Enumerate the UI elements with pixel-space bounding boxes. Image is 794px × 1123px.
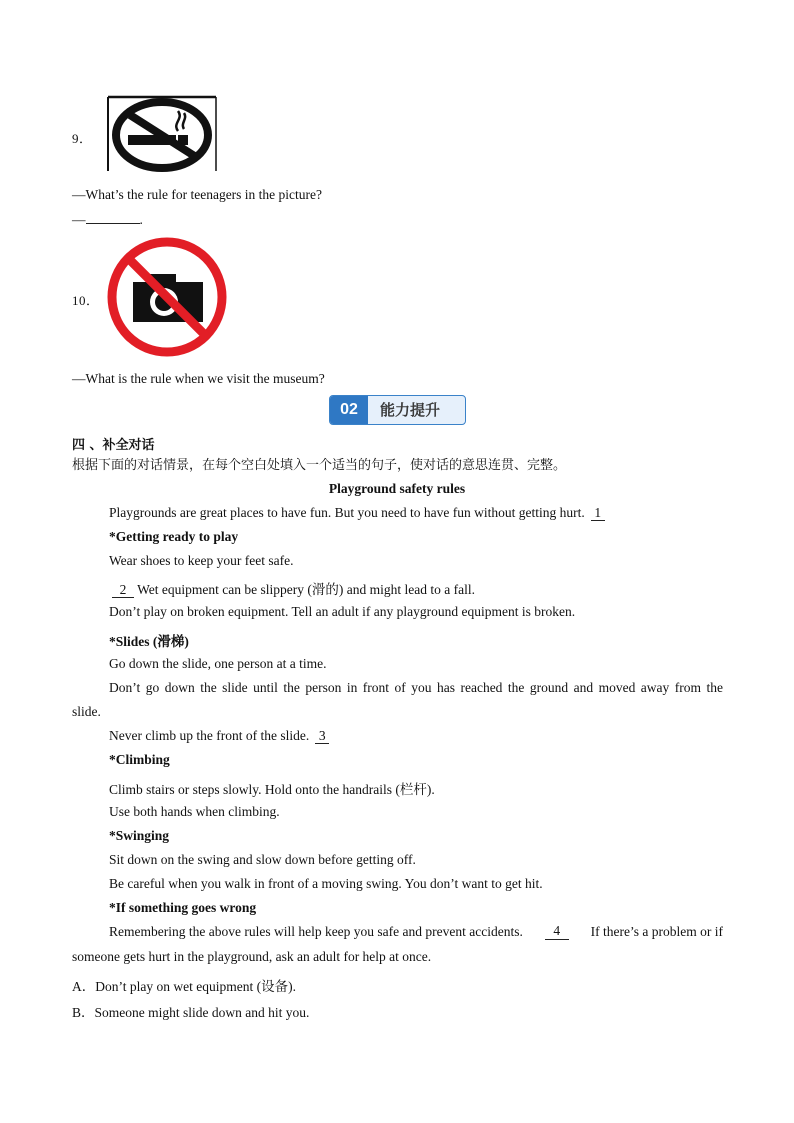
badge-title: 能力提升 — [380, 401, 441, 419]
line-wear-shoes: Wear shoes to keep your feet safe. — [109, 553, 294, 568]
line-slide-3 — [109, 728, 329, 744]
no-smoking-icon — [106, 95, 218, 173]
line-wrong-1 — [109, 924, 723, 940]
line-wet-equipment — [109, 578, 475, 598]
option-a-letter: A． — [72, 979, 96, 994]
heading-climbing: *Climbing — [109, 752, 170, 767]
section-instruction: 根据下面的对话情景，在每个空白处填入一个适当的句子，使对话的意思连贯、完整。 — [72, 458, 567, 473]
no-photography-icon — [106, 236, 228, 358]
answer-blank[interactable] — [86, 223, 140, 224]
line-swing-2: Be careful when you walk in front of a moving swing. You don’t want to get hit. — [109, 876, 543, 891]
blank-1[interactable]: 1 — [591, 506, 605, 521]
blank-3[interactable]: 3 — [315, 729, 329, 744]
question-9-prompt: —What’s the rule for teenagers in the picture? — [72, 187, 323, 202]
line-swing-1: Sit down on the swing and slow down before getting off. — [109, 852, 416, 867]
option-a-text: Don’t play on wet equipment (设备). — [95, 979, 296, 994]
answer-dash: — — [72, 212, 86, 227]
question-10-prompt: —What is the rule when we visit the museum? — [72, 371, 325, 386]
heading-swinging: *Swinging — [109, 828, 170, 843]
line-climb-1: Climb stairs or steps slowly. Hold onto the handrails (栏杆). — [109, 782, 435, 797]
question-10-number: 10． — [72, 293, 100, 308]
line-climb-2: Use both hands when climbing. — [109, 804, 280, 819]
section-heading: 四 、补全对话 — [72, 438, 155, 453]
line-broken-equipment: Don’t play on broken equipment. Tell an adult if any playground equipment is broken. — [109, 604, 576, 619]
heading-something-wrong: *If something goes wrong — [109, 900, 257, 915]
blank-4[interactable]: 4 — [545, 924, 569, 940]
line-wrong-2: someone gets hurt in the playground, ask an adult for help at once. — [72, 949, 432, 964]
heading-getting-ready: *Getting ready to play — [109, 529, 239, 544]
wet-text: Wet equipment can be slippery (滑的) and might lead to a fall. — [137, 582, 475, 597]
line-slide-1: Go down the slide, one person at a time. — [109, 656, 327, 671]
option-b-text: Someone might slide down and hit you. — [94, 1005, 310, 1020]
line-slide-2-end: slide. — [72, 704, 101, 719]
question-9-number: 9． — [72, 131, 93, 146]
passage-intro — [109, 505, 605, 521]
badge-number: 02 — [330, 396, 368, 424]
wrong-1-text-b: If there’s a problem or if — [590, 924, 723, 939]
heading-slides: *Slides (滑梯) — [109, 634, 189, 649]
question-9-answer-line — [72, 212, 143, 228]
blank-2[interactable]: 2 — [112, 583, 134, 598]
line-slide-2: Don’t go down the slide until the person in front of you has reached the ground and moved away from the — [109, 680, 723, 695]
option-a[interactable] — [72, 975, 296, 995]
option-b-letter: B． — [72, 1005, 95, 1020]
wrong-1-text-a: Remembering the above rules will help keep you safe and prevent accidents. — [109, 924, 523, 939]
answer-period: . — [139, 212, 143, 227]
section-badge — [329, 395, 466, 425]
intro-text: Playgrounds are great places to have fun. But you need to have fun without getting hurt. — [109, 505, 585, 520]
slide-3-text: Never climb up the front of the slide. — [109, 728, 310, 743]
passage-title: Playground safety rules — [328, 481, 466, 496]
option-b[interactable] — [72, 1001, 309, 1021]
